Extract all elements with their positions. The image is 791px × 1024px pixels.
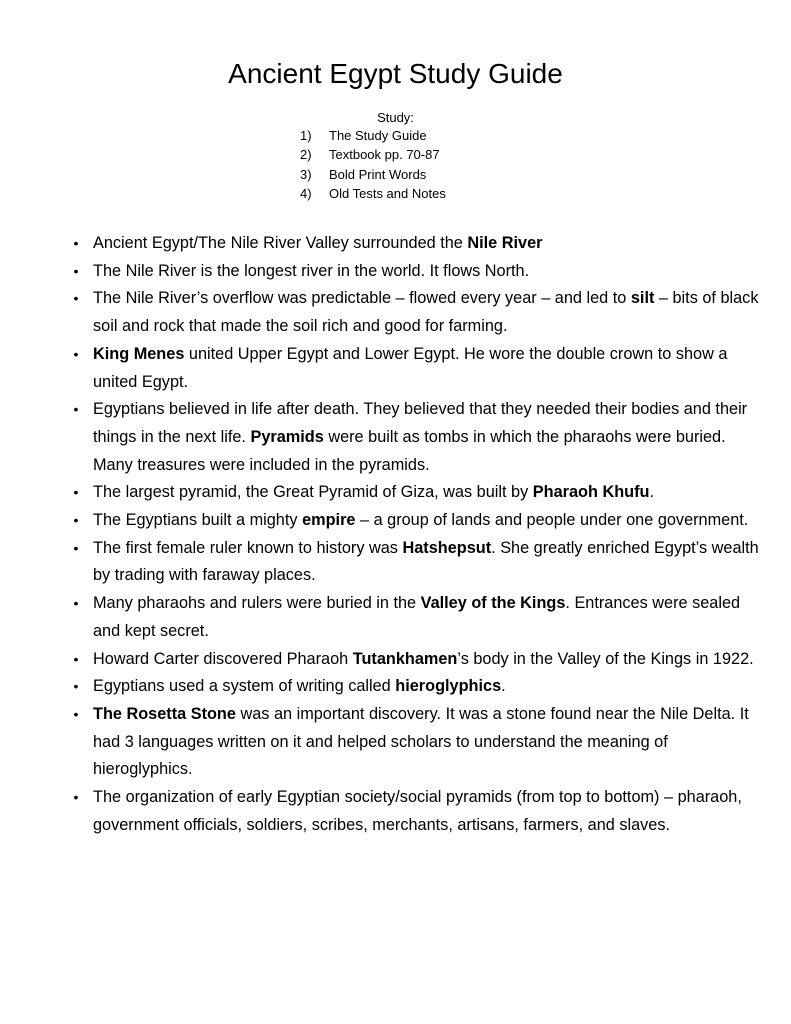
fact-text: ’s body in the Valley of the Kings in 1922. [457,649,754,668]
bullet-dot-icon: • [73,705,79,722]
fact-text: The Egyptians built a mighty [93,511,303,530]
bold-term: Pharaoh Khufu [532,483,650,502]
bold-term: Nile River [467,234,543,252]
bold-term: The Rosetta Stone [93,704,236,723]
bullet-dot-icon: • [73,262,79,279]
bullet-dot-icon: • [73,789,79,806]
fact-text: . She greatly enriched Egypt’s wealth by trading with faraway places. [93,538,759,585]
study-list-item [300,126,446,145]
fact-text: Ancient Egypt/The Nile River Valley surrounded the [93,234,468,252]
fact-text: . Entrances were sealed and kept secret. [93,594,741,640]
fact-text: – a group of lands and people under one government. [355,511,749,530]
bullet-dot-icon: • [73,512,79,529]
study-list-item [300,184,446,203]
fact-text: The organization of early Egyptian society/social pyramids (from top to bottom) – pharaoh, government officials, soldiers, scribes, merchants, artisans, farmers, and slaves. [93,788,742,834]
fact-item [70,258,760,286]
fact-item [70,396,760,479]
fact-text: united Upper Egypt and Lower Egypt. He wore the double crown to show a united Egypt. [93,344,728,391]
bold-term: King Menes [93,344,185,363]
study-item-text: Old Tests and Notes [329,185,446,201]
study-item-number: 3) [300,166,312,182]
fact-text: The largest pyramid, the Great Pyramid of Giza, was built by [93,483,533,502]
fact-text: – bits of black soil and rock that made the soil rich and good for farming. [93,289,759,336]
study-list-item [300,165,446,184]
fact-text: Egyptians used a system of writing called [93,677,396,696]
fact-text: Howard Carter discovered Pharaoh [93,649,353,668]
fact-text: were built as tombs in which the pharaohs were buried. Many treasures were included in the pyramids. [93,427,726,474]
fact-item [70,701,760,784]
bullet-dot-icon: • [73,595,79,612]
fact-item [70,285,760,340]
study-list-item [300,145,446,164]
fact-item [70,230,760,258]
bullet-dot-icon: • [73,345,79,362]
bullet-dot-icon: • [73,678,79,695]
fact-item [70,341,760,396]
study-list [300,126,446,203]
study-item-number: 4) [300,185,312,201]
bold-term: Valley of the Kings [420,594,566,613]
bold-term: hieroglyphics [395,677,502,696]
bold-term: Pyramids [250,427,324,446]
study-heading: Study: [377,110,414,125]
bullet-dot-icon: • [73,401,79,418]
fact-text: The Nile River is the longest river in the world. It flows North. [93,261,530,280]
fact-text: The first female ruler known to history was [93,538,403,557]
bullet-dot-icon: • [73,539,79,556]
study-item-number: 1) [300,128,312,143]
page-title: Ancient Egypt Study Guide [228,58,563,89]
fact-text: Many pharaohs and rulers were buried in the [93,594,421,613]
fact-text: was an important discovery. It was a stone found near the Nile Delta. It had 3 languages written on it and helped scholars to understand the meaning of hieroglyphics. [93,704,749,779]
bold-term: empire [302,511,356,530]
fact-text: The Nile River’s overflow was predictable – flowed every year – and led to [93,289,631,308]
study-item-text: The Study Guide [329,128,427,143]
study-item-text: Textbook pp. 70-87 [329,147,440,163]
fact-item [70,590,760,645]
fact-text: . [649,483,654,502]
fact-text: . [501,677,506,696]
study-facts-list [70,230,760,839]
fact-item [70,479,760,507]
bold-term: Tutankhamen [352,649,458,668]
study-item-number: 2) [300,147,312,163]
fact-item [70,784,760,839]
fact-text: Egyptians believed in life after death. They believed that they needed their bodies and their things in the next life. [93,400,748,446]
fact-item [70,535,760,590]
bullet-dot-icon: • [73,650,79,667]
study-item-text: Bold Print Words [329,166,427,182]
fact-item [70,507,760,535]
fact-item [70,673,760,701]
bullet-dot-icon: • [73,290,79,307]
fact-item [70,646,760,674]
bullet-dot-icon: • [73,484,79,501]
bold-term: silt [630,289,655,308]
bullet-dot-icon: • [73,235,79,251]
bold-term: Hatshepsut [402,538,492,557]
